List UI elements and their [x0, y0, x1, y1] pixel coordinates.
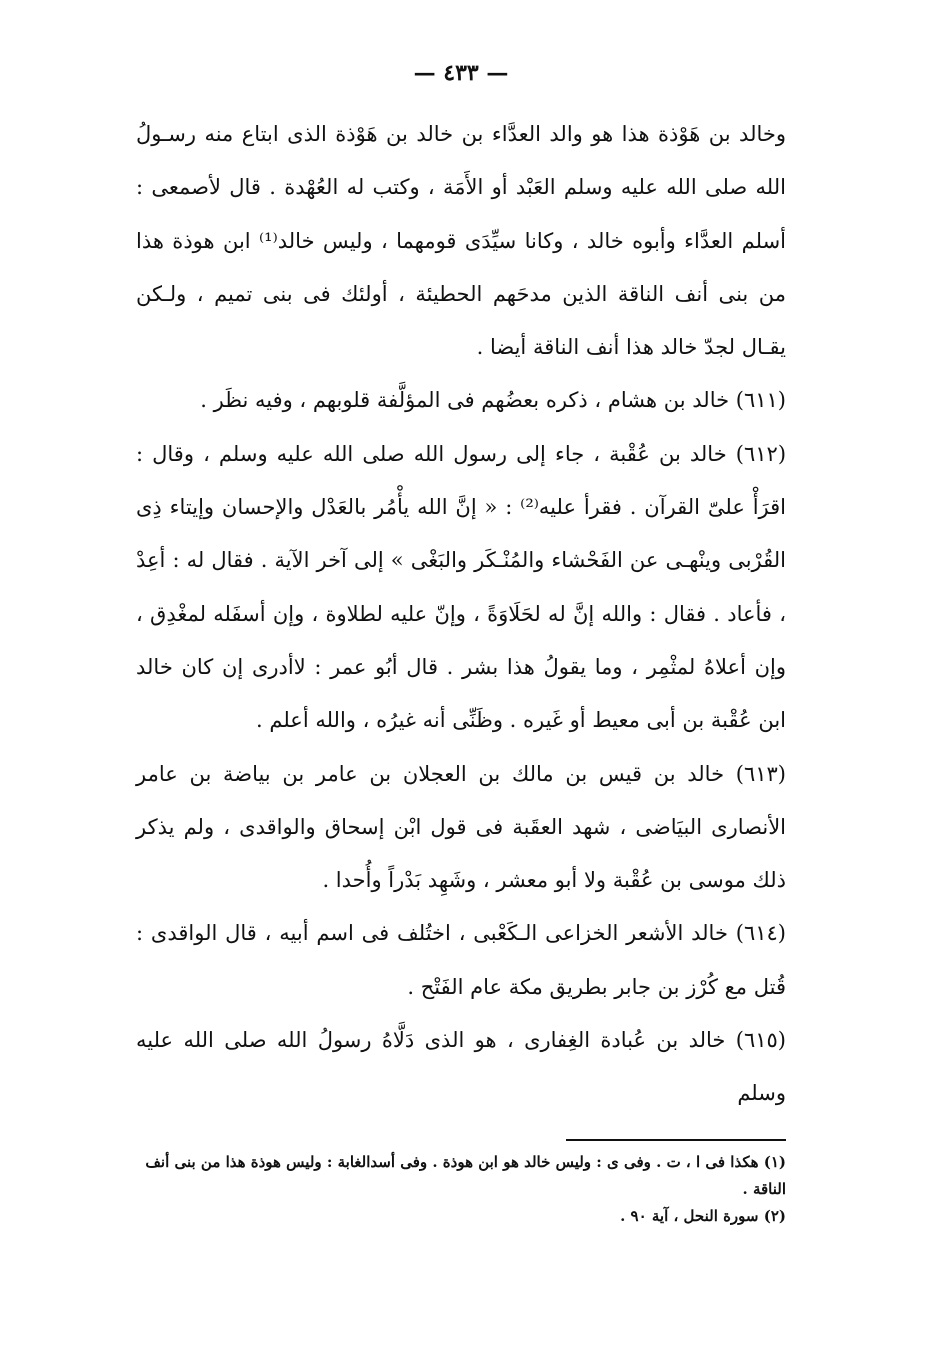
footnote-divider	[566, 1139, 786, 1141]
entry-612: (٦١٢) خالد بن عُقْبة ، جاء إلى رسول الله صلى الله عليه وسلم ، وقال : اقرَأْ علىّ القرآن . فقرأ عليه⁽²⁾ : « إنَّ الله يأْمُر بالعَدْل والإحسان وإيتاء ذِى القُرْبى وينْهـى عن الفَحْشاء والمُنْـكَر والبَغْى » إلى آخر الآية . فقال له : أعِدْ ، فأعاد . فقال : والله إنَّ له لحَلَاوَةً ، وإنّ عليه لطلاوة ، وإن أسفَله لمغْدِق ، وإن أعلاهُ لمثْمِر ، وما يقولُ هذا بشر . قال أبُو عمر : لاأدرى إن كان خالد ابن عُقْبة بن أبى معيط أو غَيره . وظَنِّى أنه غيرُه ، والله أعلم .	[136, 441, 787, 733]
entry-614: (٦١٤) خالد الأشعر الخزاعى الـكَعْبى ، اختُلف فى اسم أبيه ، قال الواقدى : قُتل مع كُرْز بن جابر بطريق مكة عام الفَتْح .	[136, 921, 786, 999]
entry-613: (٦١٣) خالد بن قيس بن مالك بن العجلان بن عامر بن بياضة بن عامر الأنصارى البيَاضى ، شهد العقَبة فى قول ابْن إسحاق والواقدى ، ولم يذكر ذلك موسى بن عُقْبة ولا أبو معشر ، وشَهِد بَدْراً وأُحدا .	[136, 761, 786, 893]
entry-611: (٦١١) خالد بن هشام ، ذكره بعضُهم فى المؤلَّفة قلوبهم ، وفيه نظَر .	[200, 388, 786, 413]
footnote-2: (٢) سورة النحل ، آية ٩٠ .	[620, 1206, 786, 1225]
entry-615: (٦١٥) خالد بن عُبادة الغِفارى ، هو الذى دَلَّاهُ رسولُ الله صلى الله عليه وسلم	[136, 1028, 786, 1106]
body-text	[136, 108, 786, 1121]
footnote-1: (١) هكذا فى ا ، ت . وفى ى : وليس خالد هو ابن هوذة . وفى أسدالغابة : وليس هوذة هذا من بنى أنف الناقة .	[145, 1152, 786, 1198]
document-page	[136, 60, 786, 1230]
footnotes	[136, 1149, 786, 1230]
page-number: — ٤٣٣ —	[413, 60, 509, 86]
paragraph-intro: وخالد بن هَوْذة هذا هو والد العدَّاء بن خالد بن هَوْذة الذى ابتاع منه رسـولُ الله صلى الله عليه وسلم العَبْد أو الأَمَة ، وكتب له العُهْدة . قال لأصمعى : أسلم العدَّاء وأبوه خالد ، وكانا سيِّدَى قومهما ، وليس خالد⁽¹⁾ ابن هوذة هذا من بنى أنف الناقة الذين مدحَهم الحطيئة ، أولئك فى بنى تميم ، ولـكن يقـال لجدّ خالد هذا أنف الناقة أيضا .	[136, 122, 786, 360]
